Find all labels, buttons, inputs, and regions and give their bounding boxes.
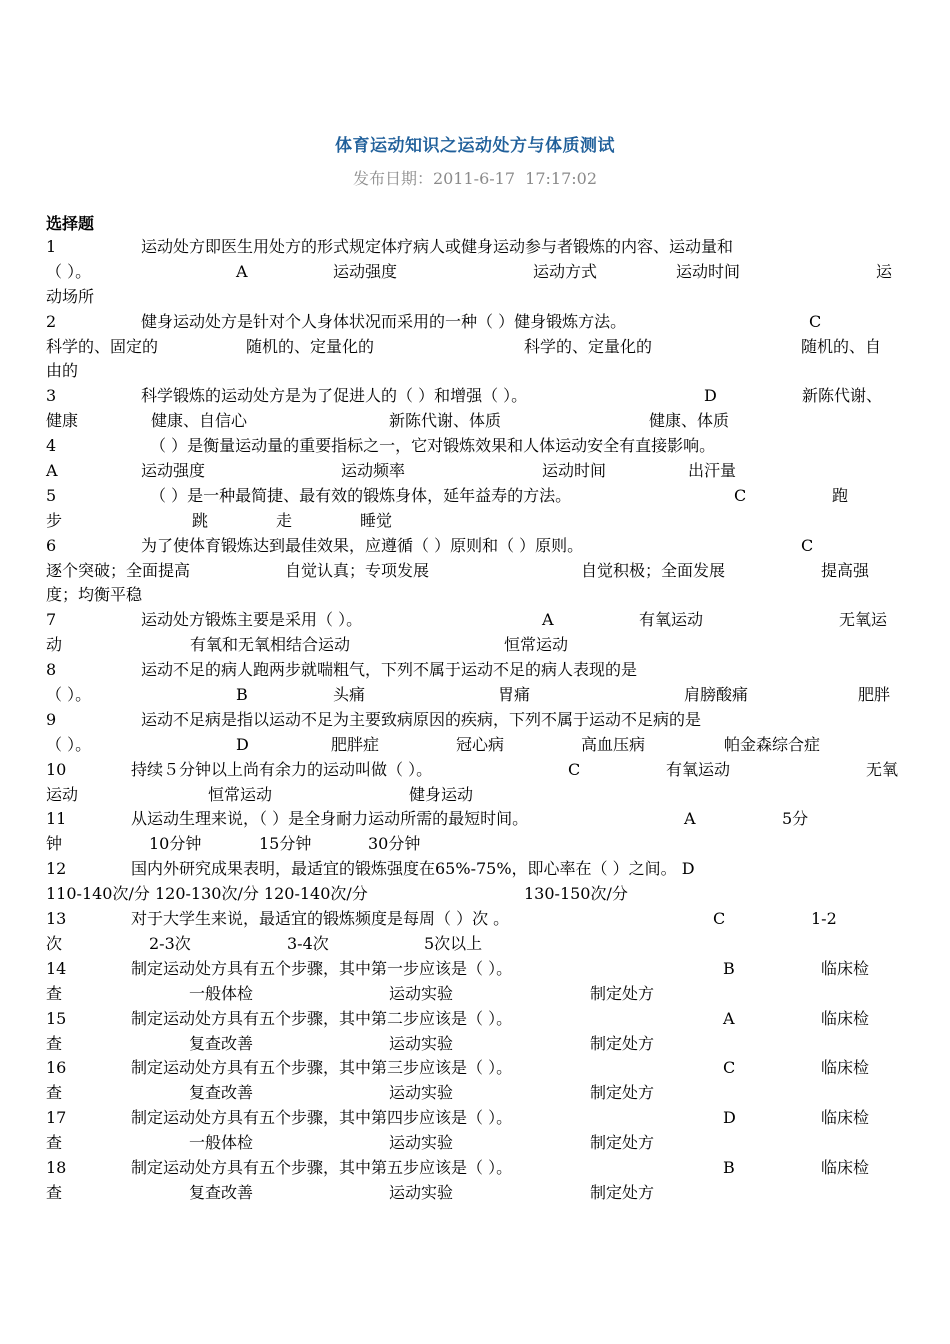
- text-segment: 临床检: [821, 1008, 870, 1028]
- text-segment: 冠心病: [456, 734, 505, 754]
- text-line: [46, 957, 916, 982]
- text-segment: 科学锻炼的运动处方是为了促进人的（ ）和增强（ ）。: [141, 386, 528, 406]
- text-segment: 肥胖症: [331, 734, 380, 754]
- text-segment: 3-4次: [287, 933, 329, 953]
- text-line: [46, 932, 916, 957]
- text-segment: 健康、自信心: [151, 411, 248, 431]
- text-line: [46, 484, 916, 509]
- text-segment: 11: [46, 809, 67, 829]
- text-segment: 运动时间: [542, 461, 607, 481]
- text-segment: 查: [46, 1083, 63, 1103]
- text-line: [46, 658, 916, 683]
- text-segment: 有氧运动: [639, 610, 704, 630]
- text-segment: 出汗量: [688, 461, 737, 481]
- text-segment: 15: [46, 1008, 67, 1028]
- text-segment: （ ）。: [46, 734, 92, 754]
- text-line: [46, 907, 916, 932]
- text-line: [46, 434, 916, 459]
- text-segment: 新陈代谢、体质: [389, 411, 502, 431]
- text-segment: 走: [276, 510, 293, 530]
- text-segment: 步: [46, 510, 63, 530]
- text-segment: 18: [46, 1157, 67, 1177]
- text-line: [46, 608, 916, 633]
- text-segment: 16: [46, 1058, 67, 1078]
- text-segment: 查: [46, 1182, 63, 1202]
- text-segment: C: [801, 535, 814, 555]
- publish-date: 发布日期：2011-6-17 17:17:02: [352, 169, 598, 188]
- text-line: [46, 857, 916, 882]
- text-segment: 随机的、自: [801, 336, 882, 356]
- text-segment: （ ）是衡量运动量的重要指标之一，它对锻炼效果和人体运动安全有直接影响。: [150, 436, 716, 456]
- text-segment: 新陈代谢、: [802, 386, 883, 406]
- text-line: [46, 459, 916, 484]
- text-segment: （ ）。: [46, 261, 92, 281]
- text-segment: A: [542, 610, 554, 630]
- text-segment: 5分: [782, 809, 809, 829]
- text-segment: 制定处方: [590, 1182, 655, 1202]
- text-segment: A: [46, 461, 58, 481]
- text-segment: 制定处方: [590, 983, 655, 1003]
- text-segment: 运动处方即医生用处方的形式规定体疗病人或健身运动参与者锻炼的内容、运动量和: [141, 237, 734, 256]
- text-line: [46, 1181, 916, 1206]
- text-segment: 运动实验: [389, 1083, 454, 1103]
- text-segment: 科学的、固定的: [46, 336, 159, 356]
- text-segment: 制定处方: [590, 1083, 655, 1103]
- text-line: [46, 807, 916, 832]
- text-line: [46, 758, 916, 783]
- text-line: [46, 583, 916, 608]
- text-segment: 运动处方锻炼主要是采用（ ）。: [141, 610, 363, 630]
- text-segment: C: [568, 759, 581, 779]
- text-segment: B: [723, 1157, 735, 1177]
- text-line: [46, 559, 916, 584]
- text-segment: 制定运动处方具有五个步骤，其中第二步应该是（ ）。: [131, 1008, 513, 1028]
- text-segment: C: [809, 311, 822, 331]
- text-line: [46, 260, 916, 285]
- text-segment: 头痛: [333, 685, 366, 705]
- text-segment: 帕金森综合症: [724, 734, 821, 754]
- text-segment: 由的: [46, 361, 79, 381]
- text-segment: 12: [46, 859, 67, 879]
- text-segment: 复查改善: [189, 1033, 254, 1053]
- question-list: [46, 235, 916, 1206]
- text-line: [46, 783, 916, 808]
- text-line: [46, 1032, 916, 1057]
- text-segment: A: [723, 1008, 735, 1028]
- text-segment: 胃痛: [498, 685, 531, 705]
- text-segment: 肥胖: [858, 685, 891, 705]
- text-segment: 制定运动处方具有五个步骤，其中第三步应该是（ ）。: [131, 1058, 513, 1078]
- text-segment: 从运动生理来说，（ ）是全身耐力运动所需的最短时间。: [131, 809, 529, 829]
- text-segment: 自觉认真；专项发展: [285, 560, 430, 580]
- text-segment: A: [684, 809, 696, 829]
- text-segment: 13: [46, 909, 67, 929]
- text-line: [46, 708, 916, 733]
- text-line: [46, 235, 916, 260]
- text-line: [46, 1106, 916, 1131]
- text-segment: 健身运动处方是针对个人身体状况而采用的一种（ ）健身锻炼方法。: [141, 311, 627, 331]
- text-line: [46, 534, 916, 559]
- text-segment: D: [723, 1108, 736, 1128]
- text-segment: 制定运动处方具有五个步骤，其中第四步应该是（ ）。: [131, 1108, 513, 1128]
- text-segment: 无氧运: [839, 610, 888, 630]
- text-segment: 肩膀酸痛: [684, 685, 749, 705]
- text-segment: 运动方式: [533, 261, 598, 281]
- text-segment: 2-3次: [149, 933, 191, 953]
- text-segment: 1: [46, 237, 57, 256]
- text-segment: 持续５分钟以上尚有余力的运动叫做（ ）。: [131, 759, 433, 779]
- text-segment: 无氧: [866, 759, 899, 779]
- text-segment: D: [704, 386, 717, 406]
- text-segment: 运动实验: [389, 1133, 454, 1153]
- text-segment: 有氧和无氧相结合运动: [190, 635, 351, 655]
- text-segment: 5次以上: [424, 933, 483, 953]
- text-segment: 查: [46, 1133, 63, 1153]
- text-segment: 15分钟: [259, 834, 312, 854]
- text-segment: 提高强: [821, 560, 870, 580]
- text-line: [46, 1056, 916, 1081]
- text-segment: B: [236, 685, 248, 705]
- text-segment: 110-140次/分 120-130次/分 120-140次/分: [46, 884, 368, 904]
- text-segment: 健康: [46, 411, 79, 431]
- text-segment: 对于大学生来说，最适宜的锻炼频度是每周（ ）次 。: [131, 909, 510, 929]
- text-line: [46, 982, 916, 1007]
- text-segment: 运动强度: [333, 261, 398, 281]
- text-segment: 运动频率: [341, 461, 406, 481]
- text-segment: 睡觉: [360, 510, 393, 530]
- text-segment: 临床检: [821, 1108, 870, 1128]
- text-segment: 动: [46, 635, 63, 655]
- text-line: [46, 733, 916, 758]
- text-line: [46, 683, 916, 708]
- text-segment: 一般体检: [189, 983, 254, 1003]
- text-segment: 复查改善: [189, 1182, 254, 1202]
- text-segment: 复查改善: [189, 1083, 254, 1103]
- text-segment: 运动实验: [389, 1033, 454, 1053]
- text-segment: 恒常运动: [208, 784, 273, 804]
- text-segment: 健康、体质: [649, 411, 730, 431]
- text-line: [46, 310, 916, 335]
- text-segment: 2: [46, 311, 57, 331]
- text-line: [46, 285, 916, 310]
- text-segment: 运动不足病是指以运动不足为主要致病原因的疾病，下列不属于运动不足病的是: [141, 709, 702, 729]
- text-segment: 运动实验: [389, 1182, 454, 1202]
- text-segment: 临床检: [821, 1058, 870, 1078]
- text-segment: 有氧运动: [666, 759, 731, 779]
- page-title: 体育运动知识之运动处方与体质测试: [335, 136, 615, 156]
- section-heading: 选择题: [46, 214, 95, 233]
- text-segment: 运动不足的病人跑两步就喘粗气，下列不属于运动不足的病人表现的是: [141, 660, 638, 680]
- text-segment: 30分钟: [368, 834, 421, 854]
- text-segment: 制定处方: [590, 1133, 655, 1153]
- text-line: [46, 633, 916, 658]
- text-segment: 制定运动处方具有五个步骤，其中第五步应该是（ ）。: [131, 1157, 513, 1177]
- text-segment: 跑: [832, 485, 849, 505]
- text-line: [46, 882, 916, 907]
- text-segment: 动场所: [46, 286, 95, 306]
- text-segment: D: [236, 734, 249, 754]
- text-segment: 运动时间: [676, 261, 741, 281]
- text-segment: 次: [46, 933, 63, 953]
- text-segment: 4: [46, 436, 57, 456]
- text-segment: A: [236, 261, 248, 281]
- text-segment: 10分钟: [149, 834, 202, 854]
- text-segment: 高血压病: [581, 734, 646, 754]
- text-segment: 运动: [46, 784, 79, 804]
- text-segment: 6: [46, 535, 57, 555]
- text-segment: 10: [46, 759, 67, 779]
- text-line: [46, 1156, 916, 1181]
- text-segment: 恒常运动: [504, 635, 569, 655]
- text-segment: C: [723, 1058, 736, 1078]
- text-line: [46, 832, 916, 857]
- text-segment: B: [723, 958, 735, 978]
- text-segment: 一般体检: [189, 1133, 254, 1153]
- text-segment: 9: [46, 709, 57, 729]
- text-segment: 随机的、定量化的: [246, 336, 375, 356]
- text-segment: 临床检: [821, 1157, 870, 1177]
- text-segment: 逐个突破；全面提高: [46, 560, 191, 580]
- text-line: [46, 509, 916, 534]
- text-line: [46, 384, 916, 409]
- text-segment: 17: [46, 1108, 67, 1128]
- text-segment: 为了使体育锻炼达到最佳效果，应遵循（ ）原则和（ ）原则。: [141, 535, 584, 555]
- text-line: [46, 359, 916, 384]
- text-segment: 跳: [192, 510, 209, 530]
- text-line: [46, 1081, 916, 1106]
- text-segment: 度；均衡平稳: [46, 585, 143, 605]
- text-segment: （ ）是一种最简捷、最有效的锻炼身体，延年益寿的方法。: [150, 485, 572, 505]
- text-segment: C: [713, 909, 726, 929]
- text-segment: 查: [46, 1033, 63, 1053]
- text-segment: 5: [46, 485, 57, 505]
- text-segment: 科学的、定量化的: [524, 336, 653, 356]
- text-segment: 8: [46, 660, 57, 680]
- text-segment: 运: [876, 261, 893, 281]
- text-segment: 国内外研究成果表明，最适宜的锻炼强度在65%-75%，即心率在（ ）之间。 D: [131, 859, 695, 879]
- text-line: [46, 409, 916, 434]
- text-segment: 130-150次/分: [524, 884, 628, 904]
- text-segment: 钟: [46, 834, 63, 854]
- text-segment: 临床检: [821, 958, 870, 978]
- text-line: [46, 1131, 916, 1156]
- text-segment: 制定运动处方具有五个步骤，其中第一步应该是（ ）。: [131, 958, 513, 978]
- text-segment: 7: [46, 610, 57, 630]
- text-segment: 自觉积极；全面发展: [581, 560, 726, 580]
- text-segment: 1-2: [811, 909, 837, 929]
- text-segment: （ ）。: [46, 685, 92, 705]
- text-segment: 14: [46, 958, 67, 978]
- text-segment: C: [734, 485, 747, 505]
- text-segment: 3: [46, 386, 57, 406]
- text-segment: 运动实验: [389, 983, 454, 1003]
- text-segment: 健身运动: [409, 784, 474, 804]
- text-line: [46, 335, 916, 360]
- text-segment: 查: [46, 983, 63, 1003]
- text-segment: 制定处方: [590, 1033, 655, 1053]
- text-segment: 运动强度: [141, 461, 206, 481]
- text-line: [46, 1007, 916, 1032]
